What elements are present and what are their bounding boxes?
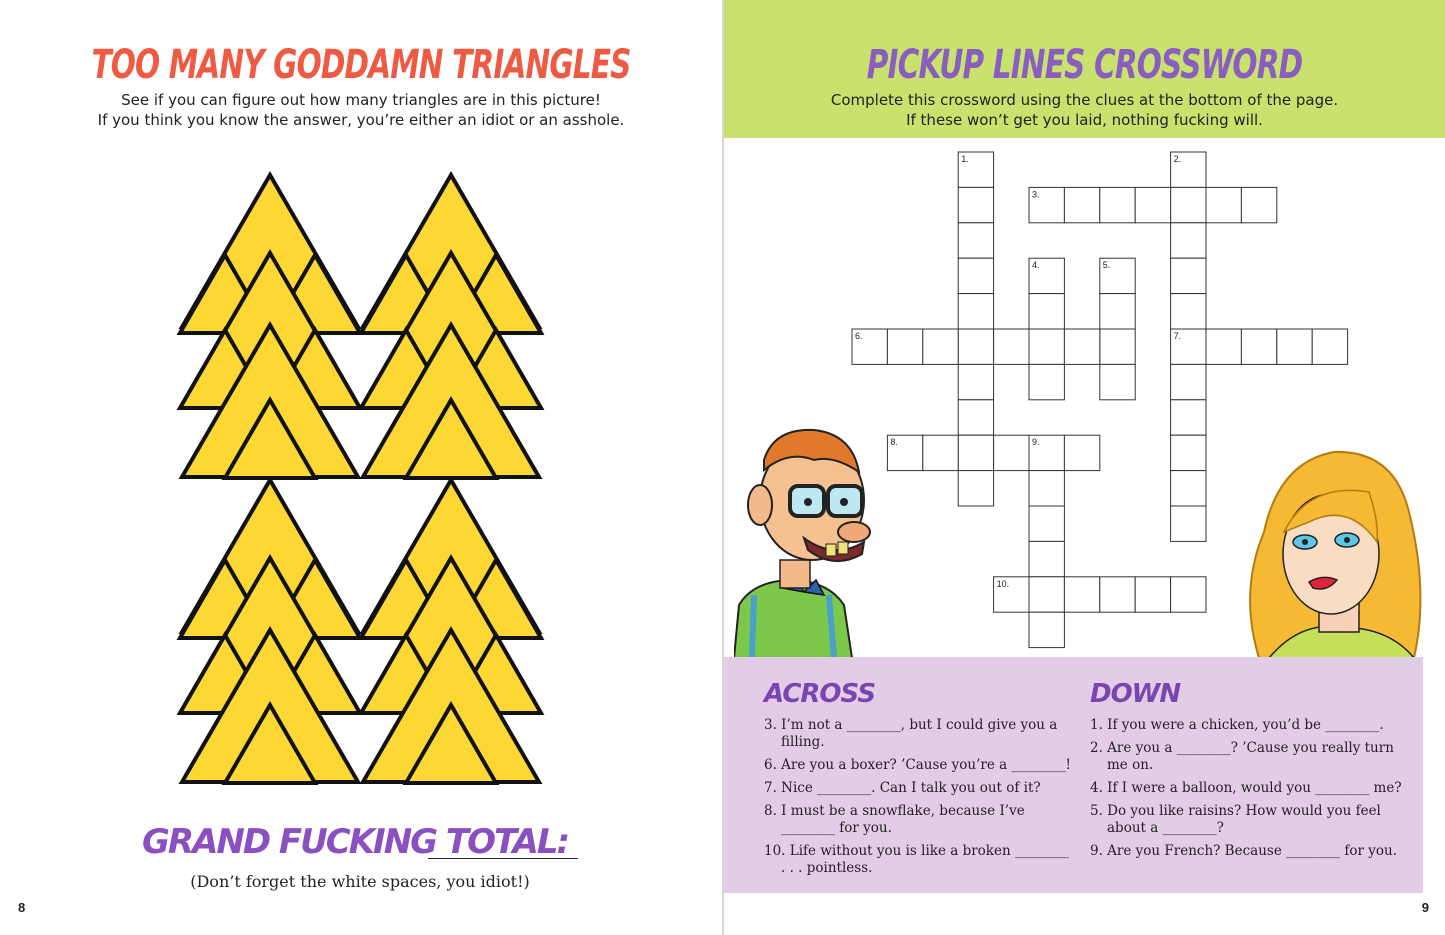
page-title: TOO MANY GODDAMN TRIANGLES [91,42,631,88]
clue-number-label: 5. [1102,260,1111,271]
grand-total-label: GRAND FUCKING TOTAL: [142,822,569,862]
crossword-cell[interactable] [1064,577,1099,612]
clue-down-9: 9. Are you French? Because ________ for you. [1090,843,1398,859]
crossword-cell[interactable] [1171,400,1206,435]
crossword-cell[interactable] [923,329,958,364]
crossword-cell[interactable] [958,435,993,470]
crossword-cell[interactable] [1029,471,1064,506]
left-page [0,0,722,935]
crossword-cell[interactable] [994,329,1029,364]
clue-number-label: 7. [1173,331,1182,341]
crossword-cell[interactable] [958,223,993,258]
crossword-cell[interactable] [1241,329,1276,364]
down-heading: DOWN [1090,679,1181,709]
crossword-cell[interactable] [1171,577,1206,612]
crossword-cell[interactable] [1064,329,1099,364]
crossword-cell[interactable] [1029,506,1064,541]
page-number: 9 [1421,900,1429,915]
page-number: 8 [18,900,26,915]
crossword-cell[interactable] [1171,471,1206,506]
crossword-grid[interactable] [724,0,1445,660]
clue-number-label: 6. [855,331,863,341]
crossword-cell[interactable] [1064,435,1099,470]
crossword-cell[interactable] [1100,364,1135,399]
clue-across-7: 7. Nice ________. Can I talk you out of it? [764,780,1041,796]
crossword-cell[interactable] [994,435,1029,470]
clue-across-3: 3. I’m not a ________, but I could give you a filling. [764,717,1058,750]
crossword-cell[interactable] [1100,577,1135,612]
clue-number-label: 9. [1032,437,1040,448]
crossword-cell[interactable] [1029,577,1064,612]
clue-number-label: 8. [890,437,898,448]
crossword-cell[interactable] [1171,435,1206,470]
crossword-cell[interactable] [887,329,922,364]
crossword-cell[interactable] [1171,187,1206,222]
crossword-cell[interactable] [958,187,993,222]
total-note: (Don’t forget the white spaces, you idiot!) [190,872,530,891]
subtitle-line-2: If these won’t get you laid, nothing fucking will. [906,111,1263,129]
crossword-cell[interactable] [958,294,993,329]
clue-number-label: 4. [1032,260,1040,271]
crossword-cell[interactable] [1171,364,1206,399]
crossword-cell[interactable] [1171,506,1206,541]
crossword-cell[interactable] [1100,187,1135,222]
crossword-cell[interactable] [1171,258,1206,293]
across-clues [764,717,1074,883]
clue-down-5: 5. Do you like raisins? How would you feel about a ________? [1090,803,1381,836]
clue-across-6: 6. Are you a boxer? ’Cause you’re a ________! [764,757,1071,773]
crossword-cell[interactable] [923,435,958,470]
clue-down-1: 1. If you were a chicken, you’d be ________. [1090,717,1384,733]
crossword-cell[interactable] [1029,329,1064,364]
answer-blank-line[interactable] [428,858,578,859]
crossword-cell[interactable] [1277,329,1312,364]
crossword-cell[interactable] [958,400,993,435]
right-page [724,0,1445,935]
crossword-cell[interactable] [1171,223,1206,258]
crossword-cell[interactable] [1171,294,1206,329]
triangle-puzzle-figure [170,165,550,790]
crossword-cell[interactable] [1029,294,1064,329]
crossword-cell[interactable] [1100,329,1135,364]
crossword-cell[interactable] [1064,187,1099,222]
subtitle-line-1: Complete this crossword using the clues at the bottom of the page. [830,91,1339,109]
clue-down-4: 4. If I were a balloon, would you ________ me? [1090,780,1402,796]
crossword-cell[interactable] [1312,329,1347,364]
clue-across-8: 8. I must be a snowflake, because I’ve ________ for you. [764,803,1025,836]
page-title: PICKUP LINES CROSSWORD [866,42,1303,88]
crossword-cell[interactable] [1135,577,1170,612]
crossword-cell[interactable] [1241,187,1276,222]
subtitle-line-1: See if you can figure out how many triangles are in this picture! [121,91,601,109]
clues-panel [724,657,1423,893]
crossword-cell[interactable] [1029,541,1064,576]
crossword-cell[interactable] [1029,612,1064,647]
crossword-cell[interactable] [1135,187,1170,222]
clue-across-10: 10. Life without you is like a broken ________ . . . pointless. [764,843,1069,876]
clue-number-label: 3. [1032,189,1040,200]
crossword-cell[interactable] [958,364,993,399]
crossword-cell[interactable] [1206,329,1241,364]
clue-number-label: 10. [996,578,1010,589]
crossword-cell[interactable] [958,471,993,506]
crossword-cell[interactable] [1029,364,1064,399]
crossword-cell[interactable] [1206,187,1241,222]
clue-number-label: 1. [961,154,969,164]
subtitle-line-2: If you think you know the answer, you’re either an idiot or an asshole. [97,111,625,129]
crossword-cell[interactable] [958,329,993,364]
across-heading: ACROSS [764,679,876,709]
down-clues [1090,717,1410,866]
crossword-cell[interactable] [958,258,993,293]
crossword-cell[interactable] [1100,294,1135,329]
clue-number-label: 2. [1173,154,1182,164]
page-subtitle [60,90,662,130]
clue-down-2: 2. Are you a ________? ’Cause you really turn me on. [1090,740,1394,773]
